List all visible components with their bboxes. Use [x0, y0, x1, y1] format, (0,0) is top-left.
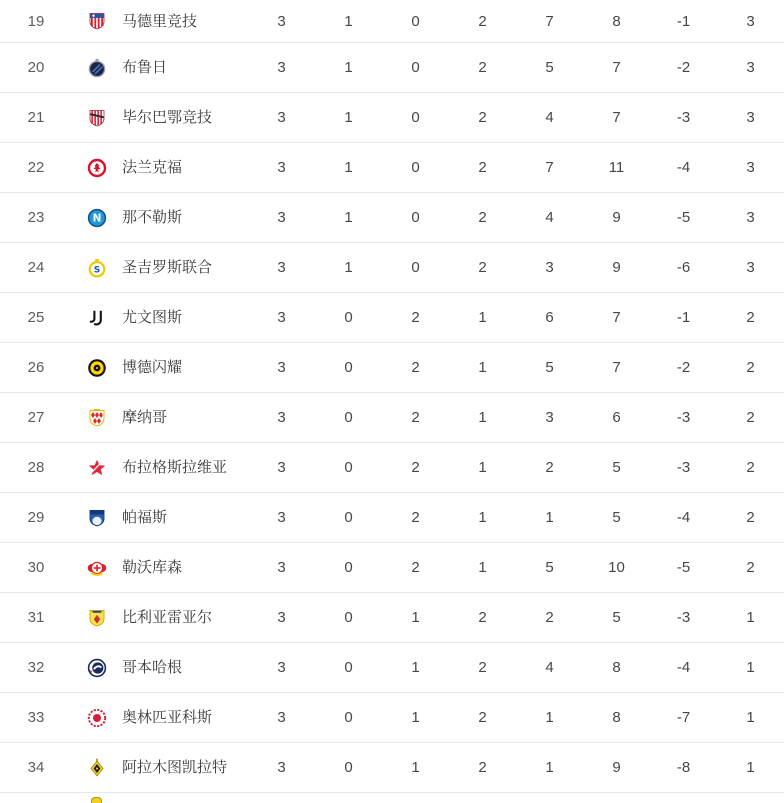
stat-played: 3	[277, 509, 286, 526]
stat-lost: 1	[478, 509, 487, 526]
stat-goal-diff: -7	[676, 709, 691, 726]
team-name: 帕福斯	[122, 509, 168, 526]
stat-goal-diff: -4	[676, 509, 691, 526]
team-rank: 19	[27, 12, 45, 30]
stat-goals-for: 1	[545, 509, 554, 526]
stat-won: 0	[344, 709, 353, 726]
stat-goals-for: 2	[545, 609, 554, 626]
napoli-logo-icon	[72, 208, 122, 228]
stat-drawn: 1	[411, 709, 420, 726]
stat-won: 0	[344, 459, 353, 476]
stat-goals-for: 4	[545, 109, 554, 126]
table-row[interactable]	[0, 643, 784, 693]
stat-goals-for: 2	[545, 459, 554, 476]
team-rank: 22	[27, 159, 45, 176]
stat-goals-against: 7	[612, 309, 621, 326]
stat-played: 3	[277, 12, 286, 30]
team-rank: 24	[27, 259, 45, 276]
stat-won: 1	[344, 109, 353, 126]
stat-goal-diff: -5	[676, 559, 691, 576]
table-row[interactable]	[0, 693, 784, 743]
stat-points: 3	[746, 259, 755, 276]
stat-goal-diff: -3	[676, 109, 691, 126]
stat-drawn: 1	[411, 659, 420, 676]
stat-played: 3	[277, 559, 286, 576]
stat-goals-for: 7	[545, 12, 554, 30]
stat-points: 3	[746, 109, 755, 126]
club-brugge-logo-icon	[72, 58, 122, 78]
stat-goal-diff: -1	[676, 12, 691, 30]
stat-won: 0	[344, 509, 353, 526]
stat-goal-diff: -2	[676, 359, 691, 376]
stat-played: 3	[277, 209, 286, 226]
union-saint-gilloise-logo-icon	[72, 258, 122, 278]
svg-text:N: N	[92, 212, 102, 225]
stat-won: 0	[344, 659, 353, 676]
stat-goals-against: 7	[612, 59, 621, 76]
stat-won: 1	[344, 209, 353, 226]
table-row[interactable]	[0, 93, 784, 143]
stat-won: 0	[344, 409, 353, 426]
team-name: 尤文图斯	[122, 309, 183, 326]
table-row[interactable]	[0, 593, 784, 643]
stat-points: 2	[746, 359, 755, 376]
table-row[interactable]	[0, 43, 784, 93]
slavia-prague-logo-icon	[72, 458, 122, 478]
stat-points: 3	[746, 12, 755, 30]
team-name: 摩纳哥	[122, 409, 168, 426]
stat-points: 1	[746, 759, 755, 776]
kairat-almaty-logo-icon	[72, 758, 122, 778]
stat-goal-diff: -8	[676, 759, 691, 776]
stat-goals-for: 3	[545, 259, 554, 276]
stat-drawn: 2	[411, 459, 420, 476]
stat-drawn: 1	[411, 609, 420, 626]
stat-goals-against: 7	[612, 109, 621, 126]
stat-lost: 2	[478, 109, 487, 126]
stat-lost: 2	[478, 609, 487, 626]
stat-drawn: 0	[411, 159, 420, 176]
team-name: 勒沃库森	[122, 559, 183, 576]
stat-points: 2	[746, 309, 755, 326]
team-rank: 34	[27, 759, 45, 776]
team-name: 布拉格斯拉维亚	[122, 459, 228, 476]
eintracht-frankfurt-logo-icon	[72, 158, 122, 178]
stat-goals-for: 6	[545, 309, 554, 326]
table-row[interactable]	[0, 243, 784, 293]
stat-goals-against: 10	[608, 559, 625, 576]
stat-won: 1	[344, 12, 353, 30]
stat-lost: 2	[478, 12, 487, 30]
stat-lost: 1	[478, 409, 487, 426]
juventus-logo-icon	[72, 308, 122, 328]
stat-won: 0	[344, 359, 353, 376]
stat-won: 0	[344, 559, 353, 576]
stat-lost: 1	[478, 359, 487, 376]
stat-points: 1	[746, 609, 755, 626]
villarreal-logo-icon	[72, 608, 122, 628]
stat-lost: 2	[478, 259, 487, 276]
stat-goal-diff: -4	[676, 659, 691, 676]
partial-team-logo-icon	[91, 797, 102, 803]
team-name: 博德闪耀	[122, 359, 183, 376]
stat-drawn: 2	[411, 409, 420, 426]
stat-goals-against: 5	[612, 609, 621, 626]
stat-drawn: 0	[411, 59, 420, 76]
stat-drawn: 2	[411, 559, 420, 576]
team-name: 比利亚雷亚尔	[122, 609, 213, 626]
table-row[interactable]	[0, 443, 784, 493]
stat-points: 2	[746, 459, 755, 476]
svg-text:S: S	[93, 264, 101, 275]
team-name: 奥林匹亚科斯	[122, 709, 213, 726]
stat-goals-against: 9	[612, 759, 621, 776]
stat-goals-for: 5	[545, 559, 554, 576]
stat-played: 3	[277, 309, 286, 326]
monaco-logo-icon	[72, 408, 122, 428]
table-row[interactable]	[0, 293, 784, 343]
stat-played: 3	[277, 359, 286, 376]
stat-lost: 1	[478, 459, 487, 476]
stat-goal-diff: -5	[676, 209, 691, 226]
bodo-glimt-logo-icon	[72, 358, 122, 378]
stat-goals-against: 5	[612, 459, 621, 476]
atletico-madrid-logo-icon	[72, 11, 122, 31]
table-row[interactable]	[0, 543, 784, 593]
stat-goals-against: 8	[612, 12, 621, 30]
stat-goals-against: 8	[612, 709, 621, 726]
stat-lost: 2	[478, 709, 487, 726]
team-name: 哥本哈根	[122, 659, 183, 676]
stat-goal-diff: -3	[676, 459, 691, 476]
stat-goals-against: 7	[612, 359, 621, 376]
team-name: 毕尔巴鄂竞技	[122, 109, 213, 126]
team-rank: 33	[27, 709, 45, 726]
team-rank: 20	[27, 59, 45, 76]
stat-goals-for: 5	[545, 59, 554, 76]
stat-won: 0	[344, 609, 353, 626]
team-rank: 29	[27, 509, 45, 526]
stat-won: 1	[344, 59, 353, 76]
pafos-logo-icon	[72, 508, 122, 528]
stat-drawn: 0	[411, 12, 420, 30]
copenhagen-logo-icon	[72, 658, 122, 678]
next-row-partial	[0, 793, 784, 803]
stat-drawn: 1	[411, 759, 420, 776]
team-name: 法兰克福	[122, 159, 183, 176]
team-rank: 30	[27, 559, 45, 576]
stat-goals-for: 1	[545, 759, 554, 776]
stat-goal-diff: -2	[676, 59, 691, 76]
team-rank: 25	[27, 309, 45, 326]
stat-goals-for: 3	[545, 409, 554, 426]
team-rank: 21	[27, 109, 45, 126]
stat-lost: 2	[478, 659, 487, 676]
stat-won: 0	[344, 309, 353, 326]
stat-goals-for: 1	[545, 709, 554, 726]
stat-goals-against: 11	[608, 159, 625, 176]
stat-goal-diff: -3	[676, 409, 691, 426]
stat-lost: 2	[478, 59, 487, 76]
stat-goals-against: 9	[612, 209, 621, 226]
stat-lost: 2	[478, 759, 487, 776]
stat-points: 1	[746, 709, 755, 726]
team-rank: 23	[27, 209, 45, 226]
table-row[interactable]	[0, 0, 784, 43]
stat-goals-against: 8	[612, 659, 621, 676]
team-rank: 27	[27, 409, 45, 426]
stat-goals-against: 6	[612, 409, 621, 426]
stat-drawn: 2	[411, 509, 420, 526]
stat-goals-against: 5	[612, 509, 621, 526]
table-row[interactable]	[0, 343, 784, 393]
team-name: 圣吉罗斯联合	[122, 259, 213, 276]
athletic-bilbao-logo-icon	[72, 108, 122, 128]
stat-lost: 2	[478, 209, 487, 226]
stat-points: 2	[746, 409, 755, 426]
stat-lost: 1	[478, 309, 487, 326]
stat-played: 3	[277, 259, 286, 276]
stat-goal-diff: -6	[676, 259, 691, 276]
stat-goals-for: 4	[545, 209, 554, 226]
stat-points: 1	[746, 659, 755, 676]
stat-played: 3	[277, 459, 286, 476]
stat-drawn: 0	[411, 109, 420, 126]
stat-drawn: 2	[411, 359, 420, 376]
stat-goals-against: 9	[612, 259, 621, 276]
stat-played: 3	[277, 609, 286, 626]
table-row[interactable]	[0, 743, 784, 793]
stat-drawn: 0	[411, 259, 420, 276]
table-row[interactable]	[0, 493, 784, 543]
stat-goals-for: 5	[545, 359, 554, 376]
team-name: 那不勒斯	[122, 209, 183, 226]
stat-played: 3	[277, 759, 286, 776]
stat-played: 3	[277, 709, 286, 726]
team-name: 阿拉木图凯拉特	[122, 759, 228, 776]
stat-drawn: 2	[411, 309, 420, 326]
stat-won: 1	[344, 259, 353, 276]
stat-goals-for: 4	[545, 659, 554, 676]
team-name: 马德里竞技	[122, 12, 198, 30]
stat-points: 2	[746, 559, 755, 576]
stat-played: 3	[277, 159, 286, 176]
bayer-leverkusen-logo-icon	[72, 558, 122, 578]
table-row[interactable]	[0, 393, 784, 443]
team-rank: 26	[27, 359, 45, 376]
stat-won: 1	[344, 159, 353, 176]
stat-points: 3	[746, 159, 755, 176]
stat-goals-for: 7	[545, 159, 554, 176]
table-row[interactable]	[0, 193, 784, 243]
stat-lost: 1	[478, 559, 487, 576]
team-rank: 32	[27, 659, 45, 676]
team-rank: 31	[27, 609, 45, 626]
stat-won: 0	[344, 759, 353, 776]
team-name: 布鲁日	[122, 59, 168, 76]
stat-points: 2	[746, 509, 755, 526]
stat-points: 3	[746, 59, 755, 76]
stat-goal-diff: -1	[676, 309, 691, 326]
stat-played: 3	[277, 59, 286, 76]
stat-drawn: 0	[411, 209, 420, 226]
table-row[interactable]	[0, 143, 784, 193]
stat-played: 3	[277, 659, 286, 676]
team-rank: 28	[27, 459, 45, 476]
stat-goal-diff: -4	[676, 159, 691, 176]
stat-played: 3	[277, 409, 286, 426]
olympiacos-logo-icon	[72, 708, 122, 728]
stat-played: 3	[277, 109, 286, 126]
stat-goal-diff: -3	[676, 609, 691, 626]
stat-lost: 2	[478, 159, 487, 176]
stat-points: 3	[746, 209, 755, 226]
